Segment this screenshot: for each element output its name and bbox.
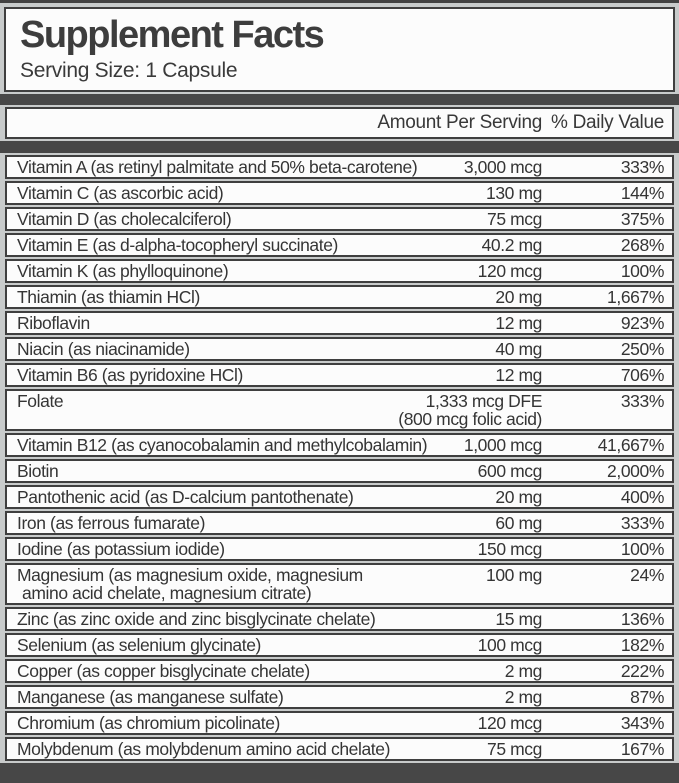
nutrient-daily-value: 333%	[620, 157, 664, 177]
nutrient-amount: 12 mg	[495, 313, 542, 333]
nutrient-daily-value: 136%	[620, 609, 664, 629]
nutrient-amount: 100 mcg	[477, 635, 542, 655]
footer-bar	[0, 763, 679, 783]
nutrient-amount: 75 mcg	[487, 209, 542, 229]
facts-table	[0, 155, 679, 763]
nutrient-name: Manganese (as manganese sulfate)	[17, 687, 284, 707]
table-row	[5, 737, 674, 761]
nutrient-name: Niacin (as niacinamide)	[17, 339, 190, 359]
nutrient-name: Vitamin B6 (as pyridoxine HCl)	[17, 365, 243, 385]
divider-bar-header	[0, 141, 679, 153]
nutrient-daily-value: 375%	[620, 209, 664, 229]
nutrient-name: Vitamin A (as retinyl palmitate and 50% beta-carotene)	[17, 157, 418, 177]
table-row	[5, 537, 674, 561]
table-row	[5, 711, 674, 735]
nutrient-amount: 40.2 mg	[481, 235, 542, 255]
nutrient-daily-value: 2,000%	[607, 461, 664, 481]
table-row	[5, 633, 674, 657]
nutrient-name: Copper (as copper bisglycinate chelate)	[17, 661, 310, 681]
table-row	[5, 485, 674, 509]
nutrient-amount: 130 mg	[486, 183, 542, 203]
table-row	[5, 607, 674, 631]
table-row	[5, 659, 674, 683]
serving-size: Serving Size: 1 Capsule	[20, 59, 238, 82]
nutrient-name: Vitamin B12 (as cyanocobalamin and methylcobalamin)	[17, 435, 428, 455]
nutrient-daily-value: 333%	[620, 391, 664, 411]
nutrient-daily-value: 100%	[620, 539, 664, 559]
nutrient-amount: 20 mg	[495, 287, 542, 307]
table-row	[5, 311, 674, 335]
nutrient-amount: 120 mcg	[477, 713, 542, 733]
nutrient-amount: 60 mg	[495, 513, 542, 533]
nutrient-daily-value: 343%	[620, 713, 664, 733]
daily-value-header: % Daily Value	[551, 112, 664, 133]
nutrient-name: Magnesium (as magnesium oxide, magnesium amino acid chelate, magnesium citrate)	[17, 565, 363, 603]
table-row	[5, 459, 674, 483]
nutrient-amount: 75 mcg	[487, 739, 542, 759]
table-row	[5, 233, 674, 257]
nutrient-name: Folate	[17, 391, 64, 411]
nutrient-name: Iodine (as potassium iodide)	[17, 539, 225, 559]
nutrient-amount: 12 mg	[495, 365, 542, 385]
table-row	[5, 155, 674, 179]
table-row	[5, 181, 674, 205]
divider-bar-top	[0, 94, 679, 105]
nutrient-amount: 1,000 mcg	[463, 435, 542, 455]
table-row	[5, 511, 674, 535]
table-row	[5, 433, 674, 457]
table-row	[5, 389, 674, 431]
nutrient-daily-value: 706%	[620, 365, 664, 385]
nutrient-name: Selenium (as selenium glycinate)	[17, 635, 261, 655]
nutrient-amount: 150 mcg	[477, 539, 542, 559]
nutrient-name: Pantothenic acid (as D-calcium pantothenate)	[17, 487, 354, 507]
nutrient-daily-value: 1,667%	[607, 287, 664, 307]
column-header-row	[5, 107, 674, 139]
nutrient-amount: 40 mg	[495, 339, 542, 359]
nutrient-daily-value: 923%	[620, 313, 664, 333]
nutrient-name: Vitamin K (as phylloquinone)	[17, 261, 229, 281]
nutrient-name: Thiamin (as thiamin HCl)	[17, 287, 200, 307]
nutrient-name: Biotin	[17, 461, 59, 481]
nutrient-name: Zinc (as zinc oxide and zinc bisglycinate chelate)	[17, 609, 376, 629]
nutrient-amount: 2 mg	[504, 687, 542, 707]
nutrient-amount: 2 mg	[504, 661, 542, 681]
nutrient-name: Vitamin C (as ascorbic acid)	[17, 183, 224, 203]
nutrient-amount: 600 mcg	[477, 461, 542, 481]
nutrient-daily-value: 144%	[620, 183, 664, 203]
nutrient-name: Iron (as ferrous fumarate)	[17, 513, 206, 533]
nutrient-name: Riboflavin	[17, 313, 90, 333]
nutrient-daily-value: 24%	[630, 565, 664, 585]
nutrient-daily-value: 333%	[620, 513, 664, 533]
table-row	[5, 685, 674, 709]
table-row	[5, 259, 674, 283]
nutrient-daily-value: 87%	[630, 687, 664, 707]
nutrient-name: Vitamin D (as cholecalciferol)	[17, 209, 232, 229]
nutrient-name: Chromium (as chromium picolinate)	[17, 713, 280, 733]
nutrient-amount: 100 mg	[486, 565, 542, 585]
nutrient-daily-value: 100%	[620, 261, 664, 281]
nutrient-daily-value: 167%	[620, 739, 664, 759]
table-row	[5, 207, 674, 231]
nutrient-daily-value: 268%	[620, 235, 664, 255]
nutrient-daily-value: 41,667%	[597, 435, 664, 455]
nutrient-daily-value: 222%	[620, 661, 664, 681]
nutrient-amount: 15 mg	[495, 609, 542, 629]
table-row	[5, 337, 674, 361]
nutrient-name: Molybdenum (as molybdenum amino acid chelate)	[17, 739, 391, 759]
table-row	[5, 285, 674, 309]
amount-per-serving-header: Amount Per Serving	[377, 112, 542, 133]
nutrient-daily-value: 400%	[620, 487, 664, 507]
nutrient-amount: 3,000 mcg	[463, 157, 542, 177]
table-row	[5, 563, 674, 605]
label-title: Supplement Facts	[20, 14, 324, 56]
nutrient-name: Vitamin E (as d-alpha-tocopheryl succinate)	[17, 235, 338, 255]
table-row	[5, 363, 674, 387]
nutrient-amount: 1,333 mcg DFE (800 mcg folic acid)	[398, 391, 542, 429]
nutrient-daily-value: 182%	[620, 635, 664, 655]
nutrient-amount: 20 mg	[495, 487, 542, 507]
nutrient-amount: 120 mcg	[477, 261, 542, 281]
nutrient-daily-value: 250%	[620, 339, 664, 359]
title-box	[4, 7, 675, 92]
